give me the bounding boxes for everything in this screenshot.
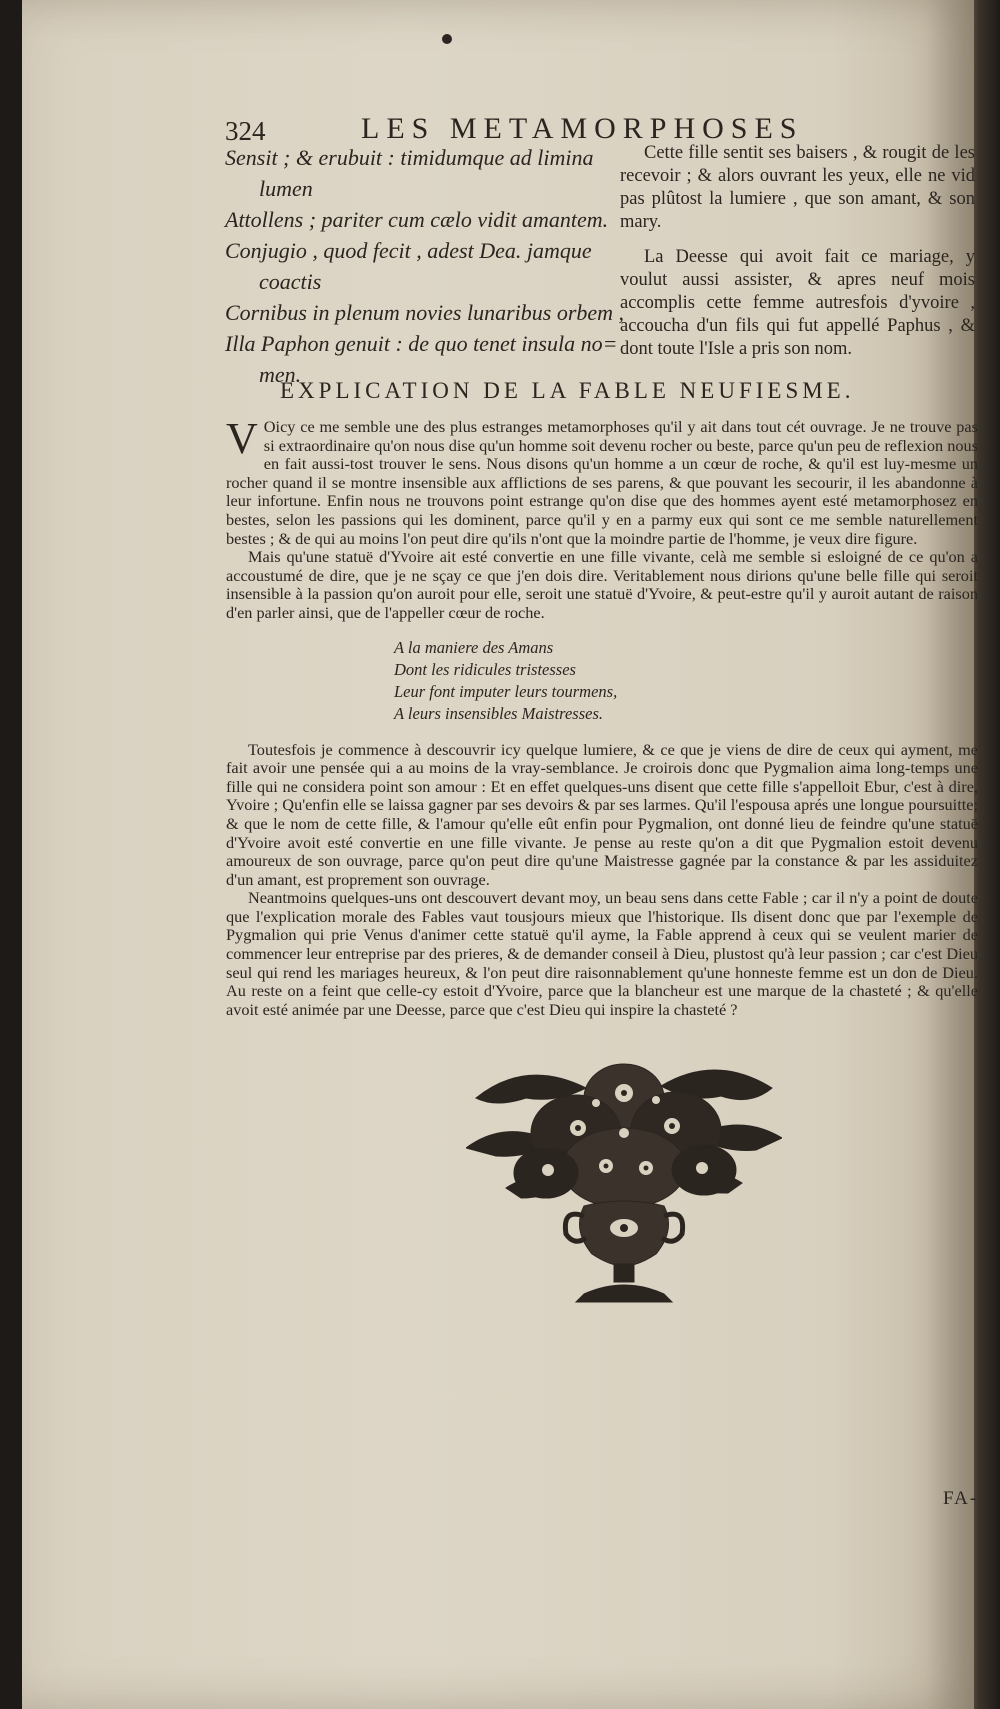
verse-line: A leurs insensibles Maistresses.: [394, 703, 603, 723]
catchword: FA-: [943, 1488, 979, 1509]
verse-line: Dont les ridicules tristesses: [394, 659, 576, 679]
latin-line: Illa Paphon genuit : de quo tenet insula no=: [225, 331, 618, 356]
explication-paragraph: Neantmoins quelques-uns ont descouvert devant moy, un beau sens dans cette Fable ; car il n'y a point de doute que l'explication morale des Fables vaut tousjours mieux que l'historique. Ils disent donc que par l'exemple de Pygmalion qui prie Venus d'animer cette statuë qu'il ayme, la Fable apprend à ceux qui se veulent marier de commencer leur entreprise par des prieres, & de demander conseil à Dieu, plustost qu'à leur passion ; car c'est Dieu seul qui rend les mariages heureux, & l'on peut dire raisonnablement qu'une honneste femme est un don de Dieu. Au reste on a feint que celle-cy estoit d'Yvoire, parce que la blancheur est une marque de la chasteté ; & qu'elle avoit esté animée par une Deesse, parce que c'est Dieu qui inspire la chasteté ?: [226, 888, 978, 1019]
latin-line: Sensit ; & erubuit : timidumque ad limina: [225, 145, 594, 170]
french-verse: [394, 637, 978, 725]
explication-paragraph: Toutesfois je commence à descouvrir icy quelque lumiere, & ce que je viens de dire de ceux qui ayment, me fait avoir une pensée qui a au moins de la vray-semblance. Je croirois donc que Pygmalion aima long-temps une fille qui ne considera point son amour : Et en effet quelques-uns disent que cette fille s'appelloit Ebur, c'est à dire, Yvoire ; Qu'enfin elle se laissa gagner par ses devoirs & par ses larmes. Qu'il l'espousa aprés une longue poursuitte; & que le nom de cette fille, & l'amour qu'elle eût enfin pour Pygmalion, ont donné lieu de feindre qu'une statuë d'Yvoire avoit esté convertie en une fille vivante. Je pense au reste qu'on a dit que Pygmalion estoit devenu amoureux de son ouvrage, parce qu'on peut dire qu'une Maistresse gagnée par la constance & par les assiduitez d'un amant, est proprement son ouvrage.: [226, 739, 978, 889]
latin-line: men.: [259, 362, 302, 387]
binding-hole: [442, 34, 452, 44]
latin-verse-column: [225, 142, 625, 390]
explication-paragraph: Mais qu'une statuë d'Yvoire ait esté convertie en une fille vivante, celà me semble si esloigné de ce qu'on a accoustumé de dire, que je ne sçay ce que j'en dois dire. Veritablement nous dirions qu'une belle fille qui seroit insensible à la passion qu'on auroit pour elle, seroit une statuë d'Yvoire, & peut-estre qu'il y auroit autant de raison d'en parler ainsi, que de l'appeller cœur de roche.: [226, 547, 978, 622]
paragraph-text: Oicy ce me semble une des plus estranges metamorphoses qu'il y ait dans tout cét ouvrage. Je ne trouve pas si extraordinaire qu'on nous dise qu'un homme soit devenu rocher ou beste, parce qu'un peu de reflexion nous en fait aussi-tost trouver le sens. Nous disons qu'un homme a un cœur de roche, & qu'il est luy-mesme un rocher quand il se montre insensible aux afflictions de ses parens, & que pouvant les secourir, il les abandonne à leur infortune. Enfin nous ne trouvons point estrange qu'on dise que des hommes ayent esté metamorphosez en bestes, selon les passions qui les dominent, parce qu'il y en a parmy eux qui sont ce me semble naturellement bestes ; & de qui au moins l'on peut dire qu'ils n'ont que la moindre partie de l'homme, je veux dire figure.: [226, 417, 978, 548]
french-paragraph: La Deesse qui avoit fait ce mariage, y voulut aussi assister, & apres neuf mois accomplis cette femme autresfois d'yvoire , accoucha d'un fils qui fut appellé Paphus , & dont toute l'Isle a pris son nom.: [620, 247, 975, 359]
section-title: EXPLICATION DE LA FABLE NEUFIESME.: [280, 378, 855, 403]
running-title: LES METAMORPHOSES: [361, 112, 804, 145]
latin-line: Cornibus in plenum novies lunaribus orbem ,: [225, 300, 625, 325]
flower-vase-ornament: [466, 1058, 782, 1310]
french-translation-column: [620, 142, 975, 373]
latin-line: lumen: [259, 176, 313, 201]
verse-line: A la maniere des Amans: [394, 637, 554, 657]
explication-body: [226, 414, 978, 1019]
latin-line: Conjugio , quod fecit , adest Dea. jamque: [225, 238, 592, 263]
latin-line: Attollens ; pariter cum cælo vidit amantem.: [225, 207, 609, 232]
explication-paragraph: [226, 414, 978, 548]
verse-line: Leur font imputer leurs tourmens,: [394, 681, 618, 701]
drop-capital: V: [226, 414, 258, 463]
page-number: 324: [225, 116, 266, 146]
french-paragraph: Cette fille sentit ses baisers , & rougit de les recevoir ; & alors ouvrant les yeux, elle ne vid pas plûtost la lumiere , que son amant, & son mary.: [620, 143, 975, 232]
latin-line: coactis: [259, 269, 322, 294]
